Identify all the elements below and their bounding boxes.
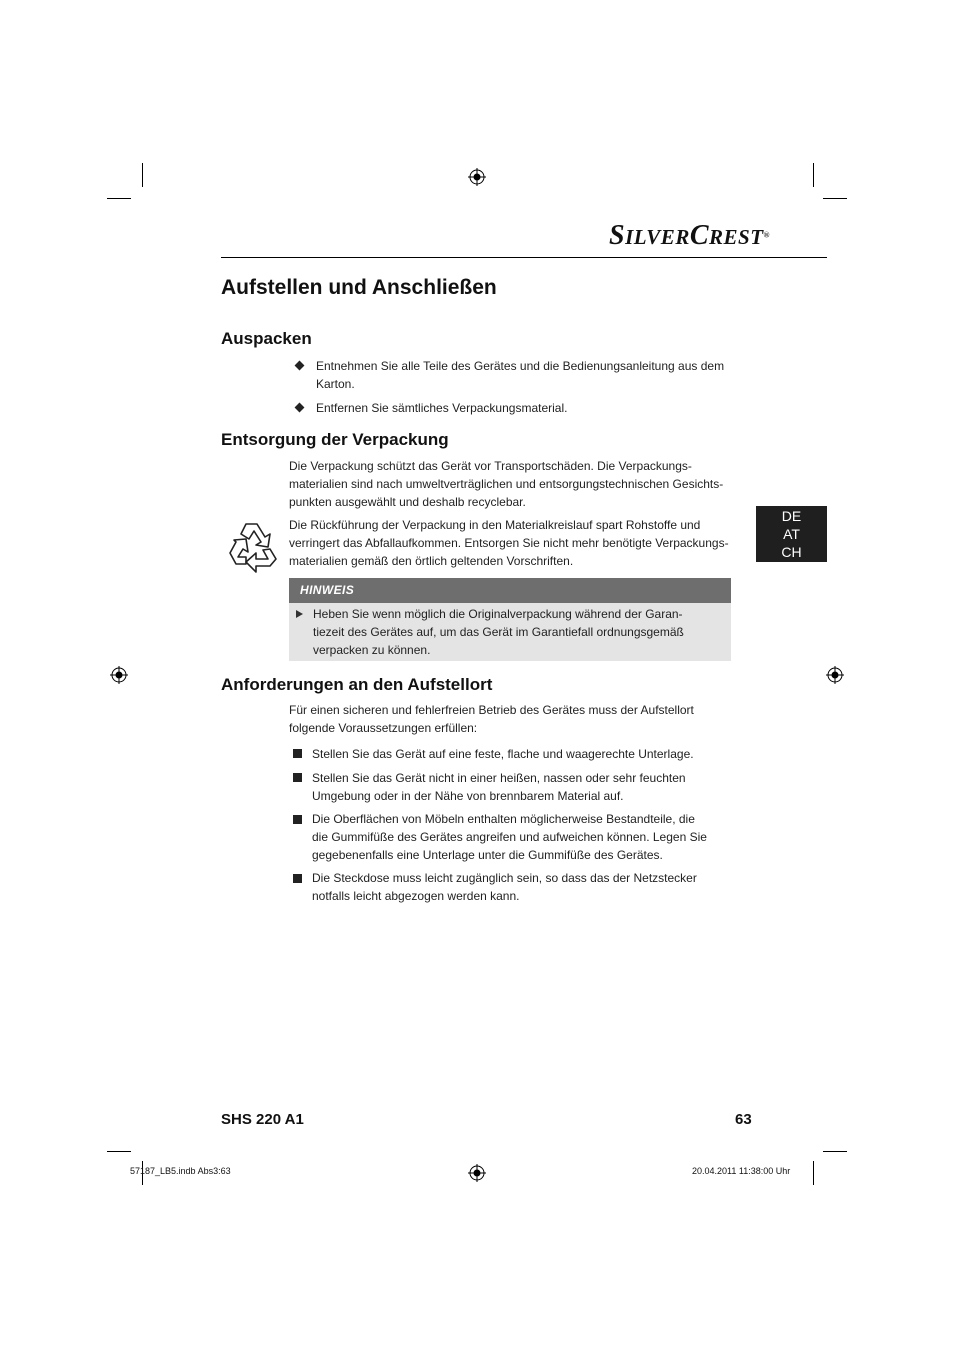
list-item: Entnehmen Sie alle Teile des Gerätes und die Bedienungsanleitung aus dem (316, 359, 725, 373)
paragraph: Die Verpackung schützt das Gerät vor Transportschäden. Die Verpackungs- materialien sind nach umweltverträglichen und entsorgungstechnischen Gesichts- punkten ausgewählt und deshalb recyclebar. (289, 459, 724, 509)
section-heading-anforderungen: Anforderungen an den Aufstellort (221, 675, 493, 694)
brand-logo: SILVERCREST® (609, 220, 771, 251)
square-bullet-icon (293, 815, 302, 824)
registration-mark-icon (468, 1164, 486, 1182)
print-slug-left: 57187_LB5.indb Abs3:63 (130, 1166, 231, 1176)
list-item: Stellen Sie das Gerät nicht in einer heißen, nassen oder sehr feuchten Umgebung oder in der Nähe von brennbarem Material auf. (312, 771, 686, 803)
crop-mark (823, 1151, 847, 1152)
list-item: Die Steckdose muss leicht zugänglich sein, so dass das der Netzstecker notfalls leicht abgezogen werden kann. (312, 871, 697, 903)
note-text: Heben Sie wenn möglich die Originalverpackung während der Garan- tiezeit des Gerätes auf, um das Gerät im Garantiefall ordnungsgemäß verpacken zu können. (313, 607, 684, 657)
arrow-bullet-icon (296, 610, 303, 618)
paragraph: Die Rückführung der Verpackung in den Materialkreislauf spart Rohstoffe und verringert das Abfallaufkommen. Entsorgen Sie nicht mehr benötigte Verpackungs- materialien gemäß den örtlich geltenden Vorschriften. (289, 518, 729, 568)
paragraph: Für einen sicheren und fehlerfreien Betrieb des Gerätes muss der Aufstellort folgende Voraussetzungen erfüllen: (289, 703, 694, 735)
list-item: Die Oberflächen von Möbeln enthalten möglicherweise Bestandteile, die die Gummifüße des Gerätes angreifen und aufweichen können. Legen Sie gegebenenfalls eine Unterlage unter die Gummifüße des Gerätes. (312, 812, 707, 862)
registration-mark-icon (110, 666, 128, 684)
footer-model: SHS 220 A1 (221, 1111, 304, 1128)
language-tab: DE AT CH (756, 506, 827, 562)
registration-mark-icon (468, 168, 486, 186)
diamond-bullet-icon (295, 403, 305, 413)
crop-mark (107, 198, 131, 199)
page-title: Aufstellen und Anschließen (221, 276, 497, 299)
recycle-icon (226, 518, 284, 574)
crop-mark (813, 1161, 814, 1185)
square-bullet-icon (293, 773, 302, 782)
crop-mark (107, 1151, 131, 1152)
list-item: Entfernen Sie sämtliches Verpackungsmaterial. (316, 401, 568, 415)
list-item-continuation: Karton. (316, 377, 355, 391)
registration-mark-icon (826, 666, 844, 684)
page-number: 63 (735, 1111, 752, 1128)
print-slug-right: 20.04.2011 11:38:00 Uhr (692, 1166, 791, 1176)
crop-mark (142, 163, 143, 187)
list-item: Stellen Sie das Gerät auf eine feste, flache und waagerechte Unterlage. (312, 747, 694, 761)
crop-mark (823, 198, 847, 199)
diamond-bullet-icon (295, 361, 305, 371)
section-heading-entsorgung: Entsorgung der Verpackung (221, 430, 449, 449)
square-bullet-icon (293, 749, 302, 758)
section-heading-auspacken: Auspacken (221, 329, 312, 348)
square-bullet-icon (293, 874, 302, 883)
crop-mark (813, 163, 814, 187)
header-rule (221, 257, 827, 258)
note-header: HINWEIS (289, 578, 731, 603)
